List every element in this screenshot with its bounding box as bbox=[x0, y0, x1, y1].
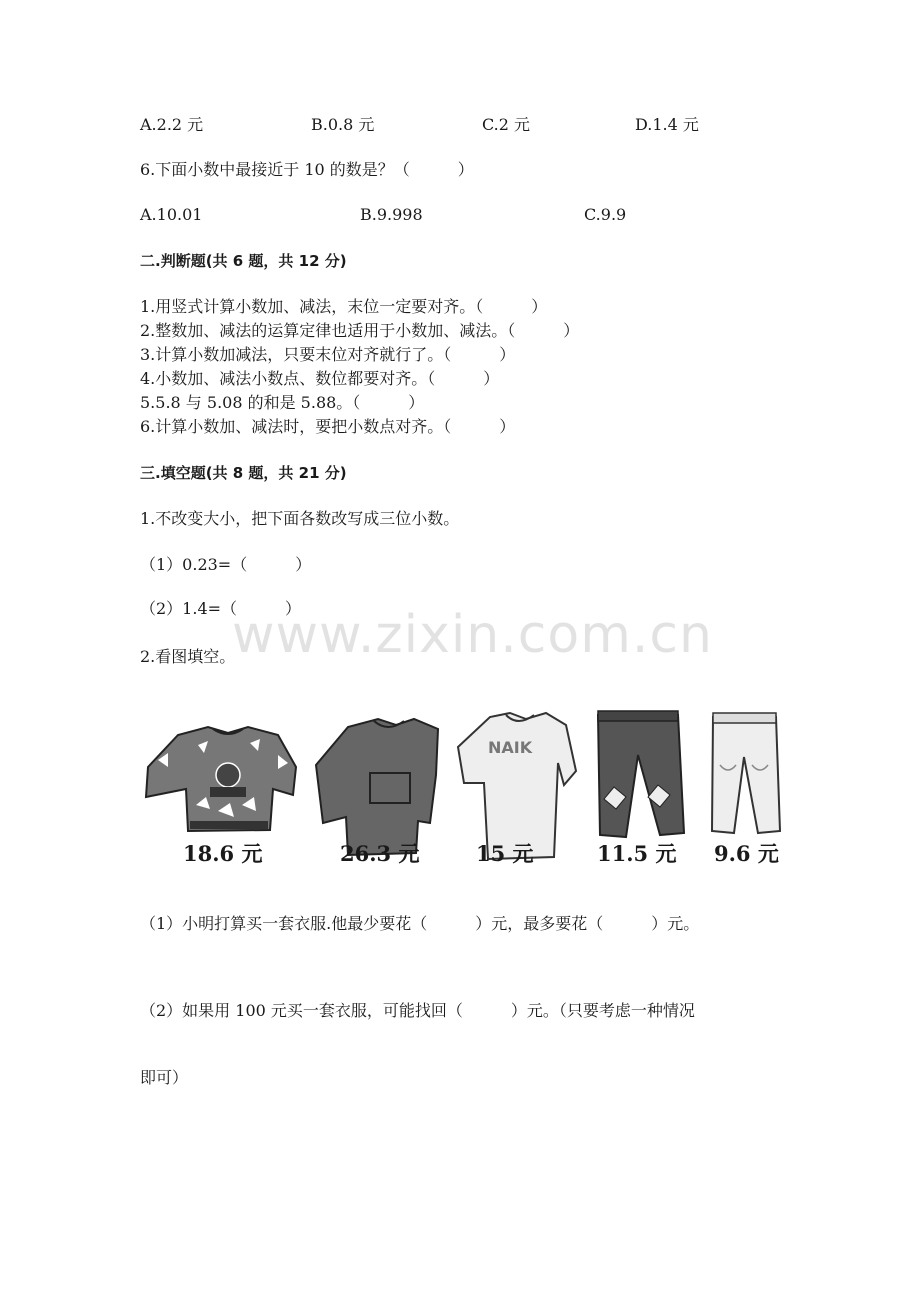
price-label: 9.6 元 bbox=[714, 841, 779, 866]
shirt-text: NAIK bbox=[488, 738, 533, 757]
fill-q2-part2-line2: 即可） bbox=[140, 1068, 189, 1087]
judge-item: 3.计算小数加减法，只要末位对齐就行了。（ ） bbox=[140, 345, 516, 364]
q6-question: 6.下面小数中最接近于 10 的数是？（ ） bbox=[140, 160, 474, 179]
judge-item: 6.计算小数加、减法时，要把小数点对齐。（ ） bbox=[140, 417, 516, 436]
q5-option-a: A.2.2 元 bbox=[140, 115, 204, 134]
fill-q2: 2.看图填空。 bbox=[140, 647, 236, 666]
q6-option-c: C.9.9 bbox=[584, 205, 627, 224]
dark-pants-icon bbox=[598, 711, 684, 837]
q6-option-b: B.9.998 bbox=[360, 205, 423, 224]
price-label: 15 元 bbox=[476, 841, 534, 866]
q5-option-d: D.1.4 元 bbox=[635, 115, 699, 134]
q6-option-a: A.10.01 bbox=[140, 205, 203, 224]
judge-item: 5.5.8 与 5.08 的和是 5.88。（ ） bbox=[140, 393, 425, 412]
fill-q2-part1: （1）小明打算买一套衣服.他最少要花（ ）元，最多要花（ ）元。 bbox=[140, 914, 700, 933]
price-label: 11.5 元 bbox=[597, 841, 677, 866]
dark-sweater-icon bbox=[316, 719, 438, 855]
judge-item: 1.用竖式计算小数加、减法，末位一定要对齐。（ ） bbox=[140, 297, 548, 316]
judge-item: 2.整数加、减法的运算定律也适用于小数加、减法。（ ） bbox=[140, 321, 580, 340]
section2-heading: 二.判断题(共 6 题，共 12 分) bbox=[140, 252, 347, 270]
light-pants-icon bbox=[712, 713, 780, 833]
q5-option-c: C.2 元 bbox=[482, 115, 531, 134]
price-label: 26.3 元 bbox=[340, 841, 420, 866]
fill-q1-part2: （2）1.4=（ ） bbox=[140, 599, 302, 618]
fill-q1: 1.不改变大小，把下面各数改写成三位小数。 bbox=[140, 509, 460, 528]
fill-q1-part1: （1）0.23=（ ） bbox=[140, 555, 312, 574]
section3-heading: 三.填空题(共 8 题，共 21 分) bbox=[140, 464, 347, 482]
price-label: 18.6 元 bbox=[183, 841, 263, 866]
sweater-icon bbox=[146, 727, 296, 831]
watermark: www.zixin.com.cn bbox=[232, 605, 713, 665]
fill-q2-part2-line1: （2）如果用 100 元买一套衣服，可能找回（ ）元。（只要考虑一种情况 bbox=[140, 1001, 695, 1020]
judge-item: 4.小数加、减法小数点、数位都要对齐。（ ） bbox=[140, 369, 500, 388]
q5-option-b: B.0.8 元 bbox=[311, 115, 375, 134]
